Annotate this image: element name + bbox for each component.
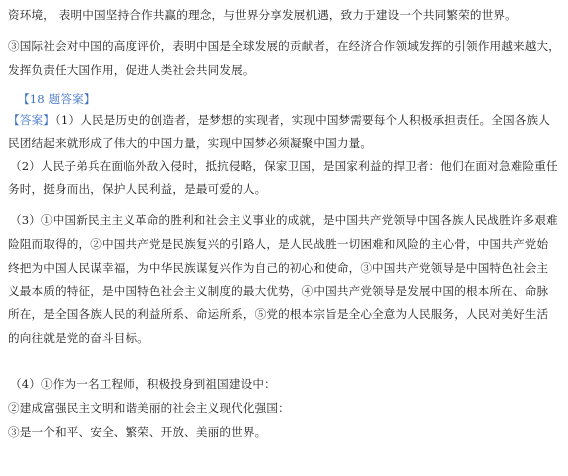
question-18-answer-heading: 【18 题答案】 [18, 92, 96, 106]
answer-part-4-line-3: ③是一个和平、安全、繁荣、开放、美丽的世界。 [8, 425, 267, 439]
text-line-1: 资环境， 表明中国坚持合作共赢的理念，与世界分享发展机遇，致力于建设一个共同繁荣的世界。 [8, 8, 517, 22]
answer-part-3-line-4: 义最本质的特征，是中国特色社会主义制度的最大优势，④中国共产党领导是发展中国的根本所在、命脉 [8, 284, 549, 298]
answer-part-4-line-1: （4）①作为一名工程师，积极投身到祖国建设中： [10, 377, 276, 391]
answer-part-3-line-1: （3）①中国新民主主义革命的胜利和社会主义事业的成就，是中国共产党领导中国各族人民战胜许多艰难 [10, 213, 558, 227]
text-line-2: ③国际社会对中国的高度评价，表明中国是全球发展的贡献者，在经济合作领域发挥的引领作用越来越大， [8, 39, 560, 53]
answer-part-4-line-2: ②建成富强民主文明和谐美丽的社会主义现代化强国： [8, 401, 290, 415]
answer-line-1-text: （1）人民是历史的创造者，是梦想的实现者，实现中国梦需要每个人积极承担责任。全国各族人 [54, 113, 550, 127]
answer-part-3-line-6: 的向往就是党的奋斗目标。 [8, 331, 149, 345]
answer-part-3-line-2: 险阻而取得的，②中国共产党是民族复兴的引路人，是人民战胜一切困难和风险的主心骨，中国共产党始 [8, 237, 549, 251]
answer-part-3-line-5: 所在，是全国各族人民的利益所系、命运所系，⑤党的根本宗旨是全心全意为人民服务，人民对美好生活 [8, 307, 549, 321]
answer-part-3-line-3: 终把为中国人民谋幸福，为中华民族谋复兴作为自己的初心和使命，③中国共产党领导是中国特色社会主 [8, 261, 549, 275]
answer-line-1 [8, 112, 550, 128]
text-line-3: 发挥负责任大国作用，促进人类社会共同发展。 [8, 63, 255, 77]
answer-tag: 【答案】 [8, 113, 55, 127]
answer-line-2: 民团结起来就形成了伟大的中国力量，实现中国梦必须凝聚中国力量。 [8, 136, 373, 150]
answer-part-2-line-1: （2）人民子弟兵在面临外敌入侵时，抵抗侵略，保家卫国，是国家利益的捍卫者：他们在面对急难险重任 [10, 159, 558, 173]
answer-part-2-line-2: 务时，挺身而出，保护人民利益，是最可爱的人。 [8, 182, 267, 196]
